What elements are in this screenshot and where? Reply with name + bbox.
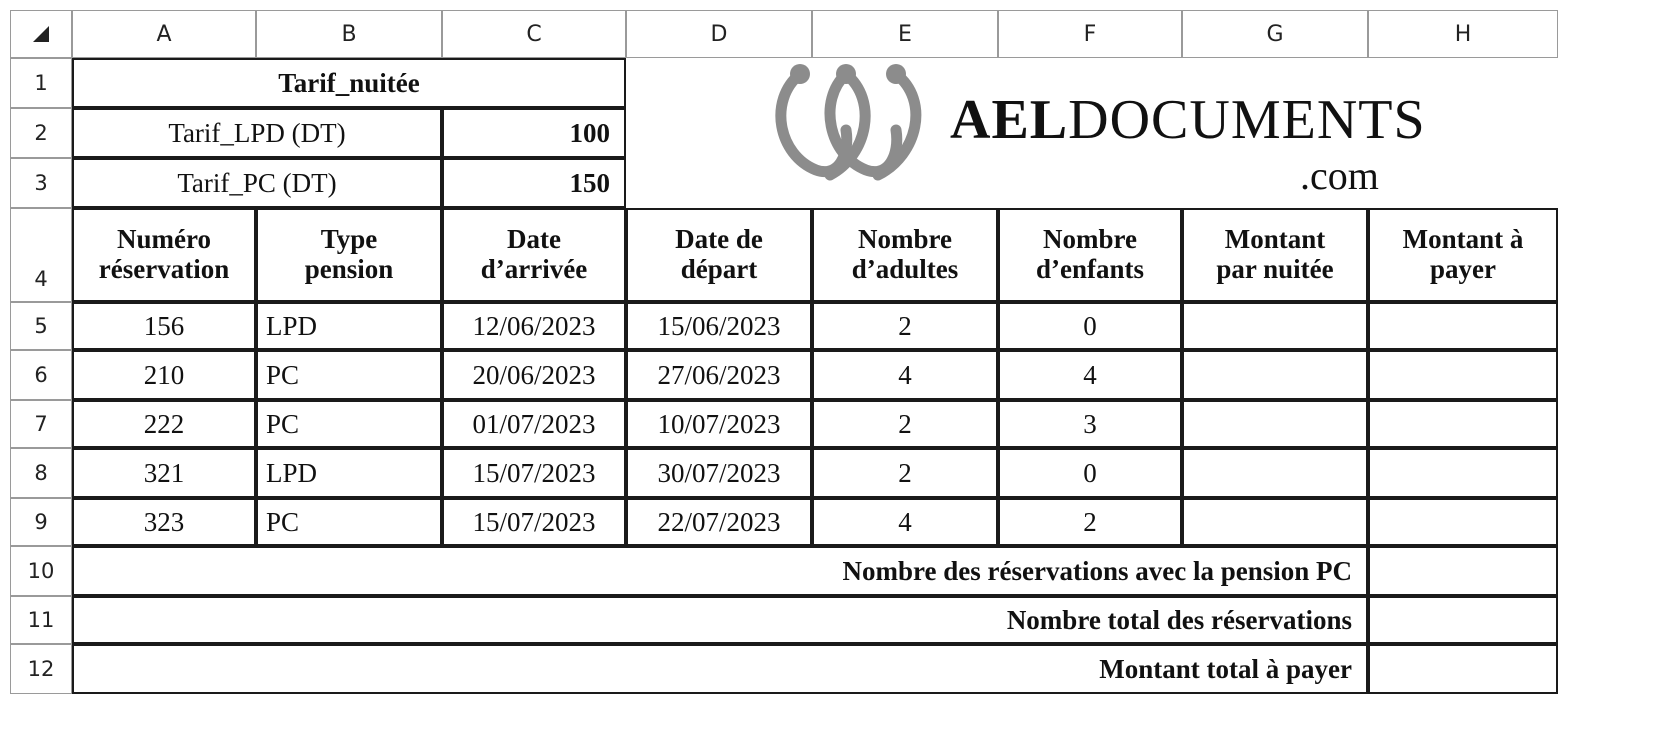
header-nombre-adultes[interactable] bbox=[812, 208, 998, 302]
column-header-g[interactable]: G bbox=[1182, 10, 1368, 58]
table-cell[interactable]: 4 bbox=[812, 498, 998, 546]
summary-label-total-count[interactable]: Nombre total des réservations bbox=[72, 596, 1368, 644]
row-header-12[interactable]: 12 bbox=[10, 644, 72, 694]
table-cell[interactable]: 3 bbox=[998, 400, 1182, 448]
table-cell[interactable]: 156 bbox=[72, 302, 256, 350]
table-cell[interactable] bbox=[1368, 448, 1558, 498]
tarif-lpd-label[interactable]: Tarif_LPD (DT) bbox=[72, 108, 442, 158]
column-header-b[interactable]: B bbox=[256, 10, 442, 58]
header-line: pension bbox=[304, 254, 394, 284]
tarif-pc-value[interactable]: 150 bbox=[442, 158, 626, 208]
header-type-pension[interactable] bbox=[256, 208, 442, 302]
summary-label-total-amount[interactable]: Montant total à payer bbox=[72, 644, 1368, 694]
header-line: d’arrivée bbox=[480, 254, 588, 284]
table-cell[interactable]: 0 bbox=[998, 302, 1182, 350]
table-cell[interactable]: 321 bbox=[72, 448, 256, 498]
table-cell[interactable]: PC bbox=[256, 400, 442, 448]
select-all-corner[interactable] bbox=[10, 10, 72, 58]
table-cell[interactable]: 210 bbox=[72, 350, 256, 400]
summary-value-total-count[interactable] bbox=[1368, 596, 1558, 644]
table-cell[interactable]: 2 bbox=[812, 448, 998, 498]
row-header-4[interactable]: 4 bbox=[10, 208, 72, 302]
table-cell[interactable] bbox=[1368, 400, 1558, 448]
tarif-pc-label[interactable]: Tarif_PC (DT) bbox=[72, 158, 442, 208]
column-header-h[interactable]: H bbox=[1368, 10, 1558, 58]
row-header-9[interactable]: 9 bbox=[10, 498, 72, 546]
column-header-a[interactable]: A bbox=[72, 10, 256, 58]
table-cell[interactable]: 4 bbox=[812, 350, 998, 400]
header-date-depart[interactable] bbox=[626, 208, 812, 302]
table-cell[interactable]: 15/07/2023 bbox=[442, 448, 626, 498]
header-line: d’enfants bbox=[1035, 254, 1144, 284]
header-line: Type bbox=[320, 224, 378, 255]
table-cell[interactable] bbox=[1182, 400, 1368, 448]
summary-label-pc-count[interactable]: Nombre des réservations avec la pension PC bbox=[72, 546, 1368, 596]
header-numero-reservation[interactable] bbox=[72, 208, 256, 302]
row-header-2[interactable]: 2 bbox=[10, 108, 72, 158]
table-cell[interactable] bbox=[1182, 498, 1368, 546]
table-cell[interactable]: 12/06/2023 bbox=[442, 302, 626, 350]
header-montant-a-payer[interactable] bbox=[1368, 208, 1558, 302]
stethoscope-logo-icon bbox=[758, 60, 958, 200]
table-cell[interactable]: PC bbox=[256, 498, 442, 546]
row-header-3[interactable]: 3 bbox=[10, 158, 72, 208]
table-cell[interactable]: 222 bbox=[72, 400, 256, 448]
row-header-10[interactable]: 10 bbox=[10, 546, 72, 596]
spreadsheet bbox=[10, 10, 1660, 738]
row-header-6[interactable]: 6 bbox=[10, 350, 72, 400]
table-cell[interactable]: 01/07/2023 bbox=[442, 400, 626, 448]
table-cell[interactable] bbox=[1368, 498, 1558, 546]
table-cell[interactable]: LPD bbox=[256, 448, 442, 498]
header-line: Numéro bbox=[117, 224, 211, 255]
table-cell[interactable]: 10/07/2023 bbox=[626, 400, 812, 448]
row-header-11[interactable]: 11 bbox=[10, 596, 72, 644]
column-header-c[interactable]: C bbox=[442, 10, 626, 58]
header-date-arrivee[interactable] bbox=[442, 208, 626, 302]
tarif-title[interactable]: Tarif_nuitée bbox=[72, 58, 626, 108]
table-cell[interactable]: 20/06/2023 bbox=[442, 350, 626, 400]
table-cell[interactable]: LPD bbox=[256, 302, 442, 350]
table-cell[interactable]: 2 bbox=[812, 302, 998, 350]
table-cell[interactable] bbox=[1182, 302, 1368, 350]
logo-brand-bold: AEL bbox=[950, 89, 1069, 151]
table-cell[interactable]: 27/06/2023 bbox=[626, 350, 812, 400]
table-cell[interactable] bbox=[1182, 350, 1368, 400]
row-header-1[interactable]: 1 bbox=[10, 58, 72, 108]
table-cell[interactable]: 323 bbox=[72, 498, 256, 546]
logo bbox=[628, 60, 1558, 206]
table-cell[interactable]: 30/07/2023 bbox=[626, 448, 812, 498]
header-nombre-enfants[interactable] bbox=[998, 208, 1182, 302]
table-cell[interactable] bbox=[1368, 350, 1558, 400]
logo-suffix: .com bbox=[1300, 153, 1379, 198]
header-montant-par-nuitee[interactable] bbox=[1182, 208, 1368, 302]
header-line: Montant à bbox=[1402, 224, 1524, 255]
header-line: réservation bbox=[98, 254, 230, 284]
select-all-triangle-icon bbox=[31, 24, 51, 44]
table-cell[interactable] bbox=[1368, 302, 1558, 350]
table-cell[interactable]: 2 bbox=[998, 498, 1182, 546]
header-line: Nombre bbox=[1043, 224, 1137, 255]
table-cell[interactable]: PC bbox=[256, 350, 442, 400]
header-line: Montant bbox=[1224, 224, 1326, 255]
table-cell[interactable]: 15/06/2023 bbox=[626, 302, 812, 350]
header-line: payer bbox=[1430, 254, 1496, 284]
row-header-7[interactable]: 7 bbox=[10, 400, 72, 448]
logo-brand bbox=[950, 88, 1426, 152]
header-line: d’adultes bbox=[851, 254, 959, 284]
row-header-8[interactable]: 8 bbox=[10, 448, 72, 498]
table-cell[interactable]: 4 bbox=[998, 350, 1182, 400]
summary-value-total-amount[interactable] bbox=[1368, 644, 1558, 694]
header-line: par nuitée bbox=[1216, 254, 1334, 284]
header-line: Date de bbox=[675, 224, 763, 255]
logo-brand-rest: DOCUMENTS bbox=[1068, 89, 1426, 151]
header-line: Date bbox=[507, 224, 561, 255]
table-cell[interactable]: 0 bbox=[998, 448, 1182, 498]
tarif-lpd-value[interactable]: 100 bbox=[442, 108, 626, 158]
table-cell[interactable]: 22/07/2023 bbox=[626, 498, 812, 546]
column-header-e[interactable]: E bbox=[812, 10, 998, 58]
table-cell[interactable] bbox=[1182, 448, 1368, 498]
column-header-f[interactable]: F bbox=[998, 10, 1182, 58]
header-line: départ bbox=[680, 254, 758, 284]
column-header-d[interactable]: D bbox=[626, 10, 812, 58]
row-header-5[interactable]: 5 bbox=[10, 302, 72, 350]
header-line: Nombre bbox=[858, 224, 952, 255]
summary-value-pc-count[interactable] bbox=[1368, 546, 1558, 596]
table-cell[interactable]: 15/07/2023 bbox=[442, 498, 626, 546]
table-cell[interactable]: 2 bbox=[812, 400, 998, 448]
